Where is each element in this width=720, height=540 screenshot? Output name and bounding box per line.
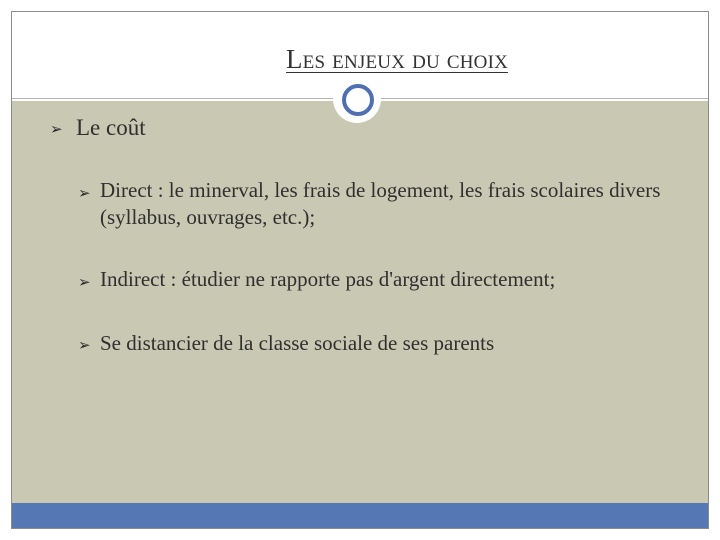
arrow-bullet-icon: ➢	[50, 120, 63, 138]
circle-ring-icon	[342, 84, 374, 116]
arrow-bullet-icon: ➢	[78, 273, 91, 291]
sub-point-direct: Direct : le minerval, les frais de logement, les frais scolaires divers (syllabus, ouvrages, etc.);	[100, 178, 661, 229]
footer-bar	[12, 503, 708, 528]
content-area	[12, 101, 708, 503]
arrow-bullet-icon: ➢	[78, 336, 91, 354]
slide-title: Les enjeux du choix	[285, 44, 509, 74]
sub-point-social-class: Se distancier de la classe sociale de ses parents	[100, 331, 495, 355]
arrow-bullet-icon: ➢	[78, 184, 91, 202]
main-point: Le coût	[76, 115, 146, 140]
sub-point-indirect: Indirect : étudier ne rapporte pas d'argent directement;	[100, 267, 556, 291]
